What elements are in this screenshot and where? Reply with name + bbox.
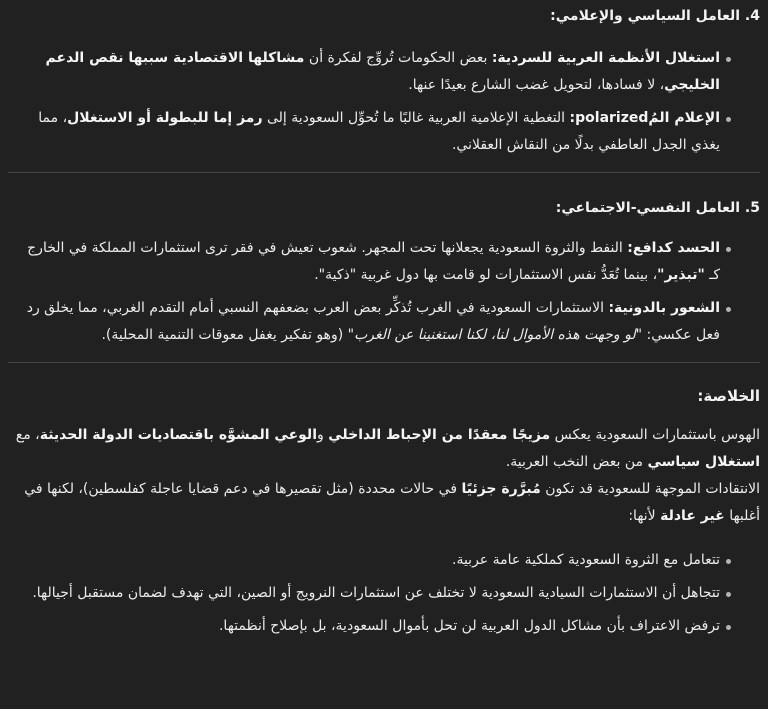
list-item-text: ، بينما تُعَدُّ نفس الاستثمارات لو قامت بها دول غربية "ذكية". (314, 267, 658, 283)
list-item-text: بعض الحكومات تُروِّج لفكرة أن (304, 50, 492, 66)
paragraph-emphasis: الوعي المشوَّه باقتصاديات الدولة الحديثة (39, 427, 317, 443)
section-5-list (8, 235, 760, 349)
list-item (8, 105, 760, 159)
paragraph-emphasis: مُبرَّرة جزئيًا (461, 481, 541, 497)
list-item-emphasis: رمز إما للبطولة أو الاستغلال (67, 110, 263, 126)
list-item (8, 235, 760, 289)
list-item-text: النفط والثروة السعودية يجعلانها تحت المجهر. شعوب تعيش في فقر ترى استثمارات المملكة في الخارج كـ (27, 240, 720, 283)
conclusion-paragraph (8, 422, 760, 476)
list-item-text: التغطية الإعلامية العربية غالبًا ما تُحوِّل السعودية إلى (262, 110, 570, 126)
list-item-quote: "لو وجهت هذه الأموال لنا، لكنا استغنينا عن الغرب" (347, 327, 643, 343)
list-item: ترفض الاعتراف بأن مشاكل الدول العربية لن تحل بأموال السعودية، بل بإصلاح أنظمتها. (8, 613, 760, 640)
divider (8, 362, 760, 363)
list-item-emphasis: مشاكلها الاقتصادية سببها نقص الدعم الخليجي (45, 50, 720, 93)
paragraph-emphasis: استغلال سياسي (647, 454, 760, 470)
paragraph-text: و (317, 427, 329, 443)
conclusion-list (8, 547, 760, 640)
paragraph-text: من بعض النخب العربية. (505, 454, 648, 470)
list-item-emphasis: "تبذير" (657, 267, 705, 283)
list-item (8, 45, 760, 99)
paragraph-text: لأنها: (628, 508, 661, 524)
list-item: تتعامل مع الثروة السعودية كملكية عامة عربية. (8, 547, 760, 574)
section-4-list (8, 45, 760, 159)
conclusion-paragraph (8, 476, 760, 530)
list-item-lead: الحسد كدافع: (627, 240, 720, 256)
list-item-lead: الشعور بالدونية: (608, 300, 720, 316)
paragraph-text: الانتقادات الموجهة للسعودية قد تكون (540, 481, 760, 497)
list-item-text: الاستثمارات السعودية في الغرب تُذكِّر بعض العرب بضعفهم النسبي أمام التقدم الغربي، مما يخلق رد فعل عكسي: (26, 300, 720, 343)
paragraph-text: ، مع (15, 427, 40, 443)
section-4-heading: 4. العامل السياسي والإعلامي: (550, 8, 760, 24)
divider (8, 172, 760, 173)
paragraph-emphasis: غير عادلة (660, 508, 725, 524)
conclusion-heading: الخلاصة: (697, 387, 760, 405)
paragraph-emphasis: مزيجًا معقدًا من الإحباط الداخلي (328, 427, 551, 443)
list-item (8, 295, 760, 349)
list-item: تتجاهل أن الاستثمارات السيادية السعودية لا تختلف عن استثمارات النرويج أو الصين، التي تهدف لضمان مستقبل أجيالها. (8, 580, 760, 607)
paragraph-text: الهوس باستثمارات السعودية يعكس (550, 427, 760, 443)
list-item-text: (وهو تفكير يغفل معوقات التنمية المحلية). (101, 327, 348, 343)
paragraph-text: في حالات محددة (مثل تقصيرها في دعم قضايا عاجلة كفلسطين)، لكنها في أغلبها (24, 481, 760, 524)
list-item-lead: استغلال الأنظمة العربية للسردية: (491, 50, 720, 66)
list-item-text: ، لا فسادها، لتحويل غضب الشارع بعيدًا عنها. (408, 77, 665, 93)
section-5-heading: 5. العامل النفسي-الاجتماعي: (555, 200, 760, 216)
list-item-lead: الإعلام المُpolarized: (569, 110, 720, 126)
list-item-text: ، مما يغذي الجدل العاطفي بدلًا من النقاش العقلاني. (38, 110, 720, 153)
